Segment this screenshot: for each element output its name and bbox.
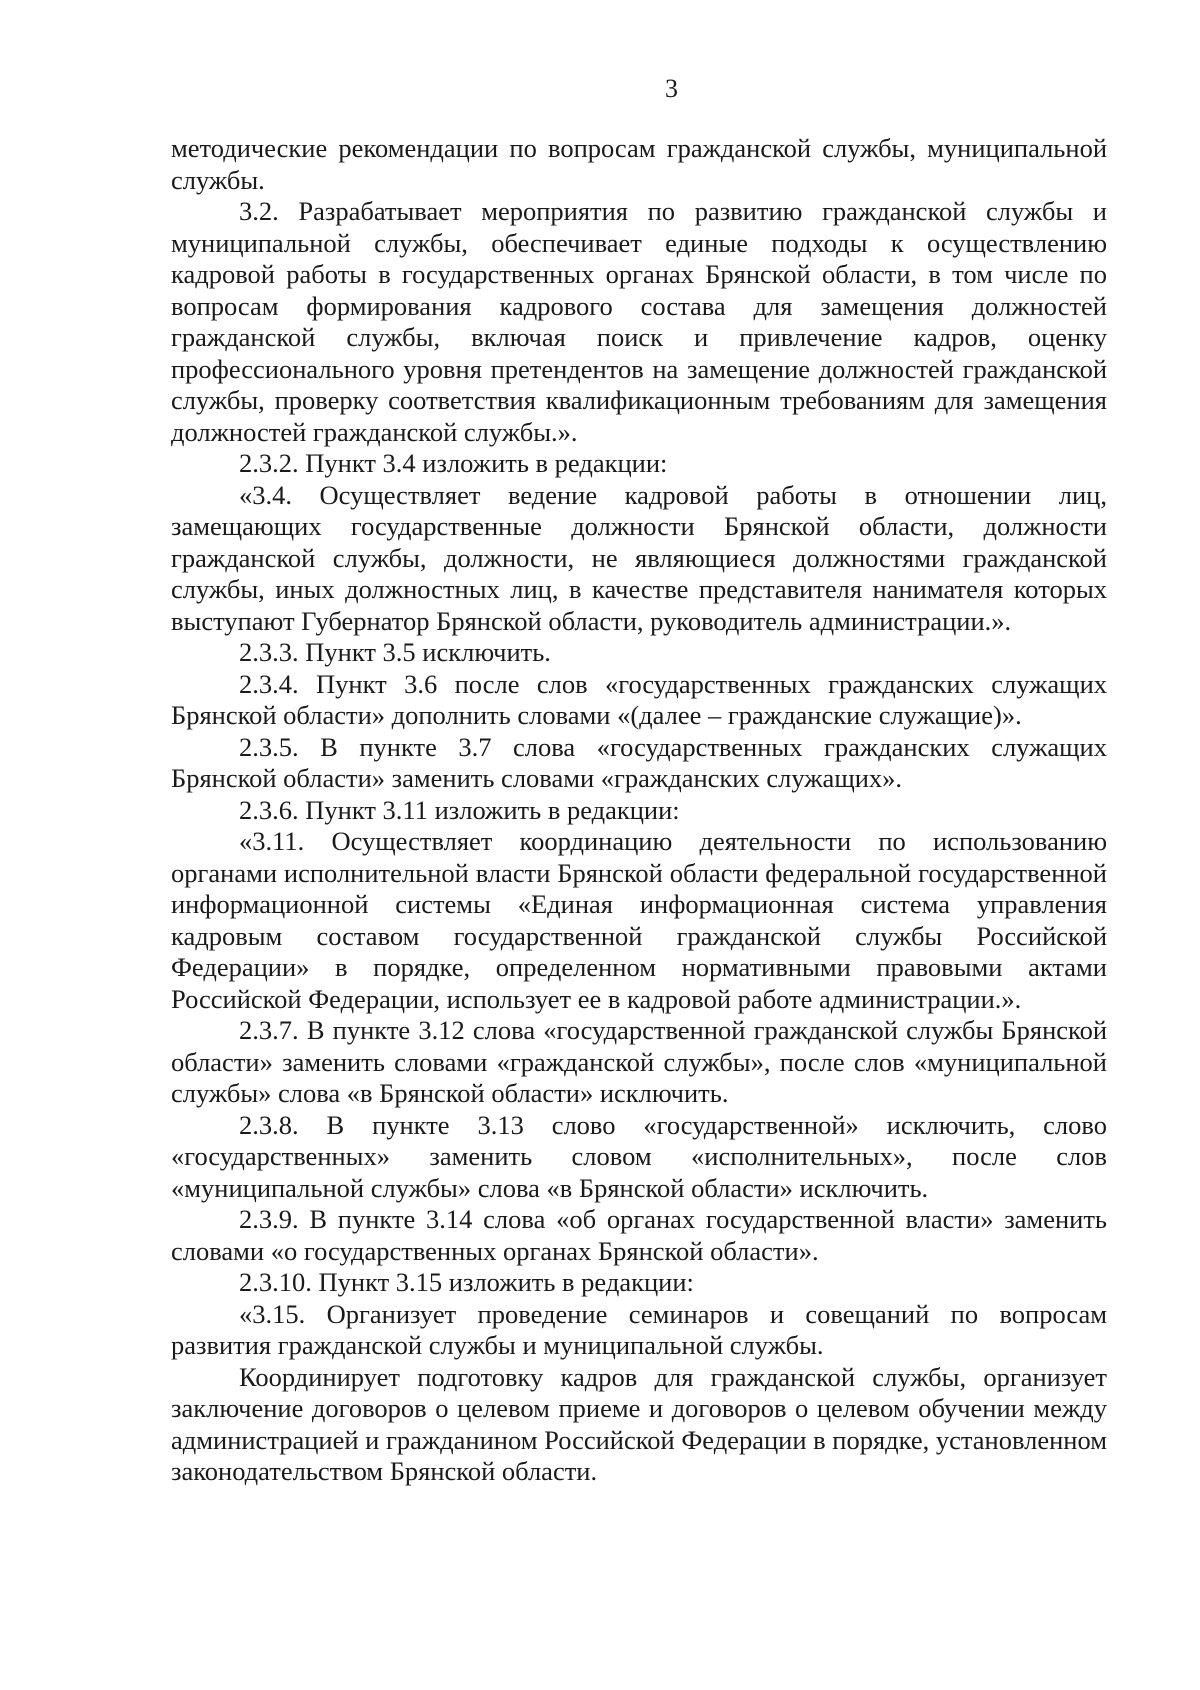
paragraph-2-3-7: 2.3.7. В пункте 3.12 слова «государственной гражданской службы Брянской области» заменить словами «гражданской службы», после слов «муниципальной службы» слова «в Брянской области» исключить. [171, 1015, 1107, 1108]
paragraph-3-2: 3.2. Разрабатывает мероприятия по развитию гражданской службы и муниципальной службы, обеспечивает единые подходы к осуществлению кадровой работы в государственных органах Брянской области, в том числе по вопросам формирования кадрового состава для замещения должностей гражданской службы, включая поиск и привлечение кадров, оценку профессионального уровня претендентов на замещение должностей гражданской службы, проверку соответствия квалификационным требованиям для замещения должностей гражданской службы.». [171, 196, 1107, 447]
document-body [171, 133, 1107, 1488]
paragraph-2-3-6: 2.3.6. Пункт 3.11 изложить в редакции: [239, 794, 680, 825]
paragraph-2-3-5: 2.3.5. В пункте 3.7 слова «государственных гражданских служащих Брянской области» заменить словами «гражданских служащих». [171, 731, 1107, 793]
page-number: 3 [665, 74, 678, 103]
paragraph-coordination: Координирует подготовку кадров для гражданской службы, организует заключение договоров о целевом приеме и договоров о целевом обучении между администрацией и гражданином Российской Федерации в порядке, установленном законодательством Брянской области. [171, 1361, 1107, 1486]
paragraph-2-3-10: 2.3.10. Пункт 3.15 изложить в редакции: [239, 1267, 694, 1297]
paragraph-quote-3-15: «3.15. Организует проведение семинаров и совещаний по вопросам развития гражданской службы и муниципальной службы. [171, 1298, 1107, 1360]
paragraph-2-3-2: 2.3.2. Пункт 3.4 изложить в редакции: [239, 448, 668, 478]
paragraph-continuation: методические рекомендации по вопросам гражданской службы, муниципальной службы. [171, 133, 1107, 195]
paragraph-2-3-3: 2.3.3. Пункт 3.5 исключить. [239, 637, 551, 667]
paragraph-2-3-9: 2.3.9. В пункте 3.14 слова «об органах государственной власти» заменить словами «о государственных органах Брянской области». [171, 1204, 1107, 1266]
paragraph-quote-3-4: «3.4. Осуществляет ведение кадровой работы в отношении лиц, замещающих государственные должности Брянской области, должности гражданской службы, должности, не являющиеся должностями гражданской службы, иных должностных лиц, в качестве представителя нанимателя которых выступают Губернатор Брянской области, руководитель администрации.». [171, 479, 1107, 636]
paragraph-quote-3-11: «3.11. Осуществляет координацию деятельности по использованию органами исполнительной власти Брянской области федеральной государственной информационной системы «Единая информационная система управления кадровым составом государственной гражданской службы Российской Федерации» в порядке, определенном нормативными правовыми актами Российской Федерации, использует ее в кадровой работе администрации.». [171, 826, 1107, 1014]
paragraph-2-3-8: 2.3.8. В пункте 3.13 слово «государственной» исключить, слово «государственных» заменить словом «исполнительных», после слов «муниципальной службы» слова «в Брянской области» исключить. [171, 1109, 1107, 1203]
paragraph-2-3-4: 2.3.4. Пункт 3.6 после слов «государственных гражданских служащих Брянской области» дополнить словами «(далее – гражданские служащие)». [171, 668, 1107, 730]
